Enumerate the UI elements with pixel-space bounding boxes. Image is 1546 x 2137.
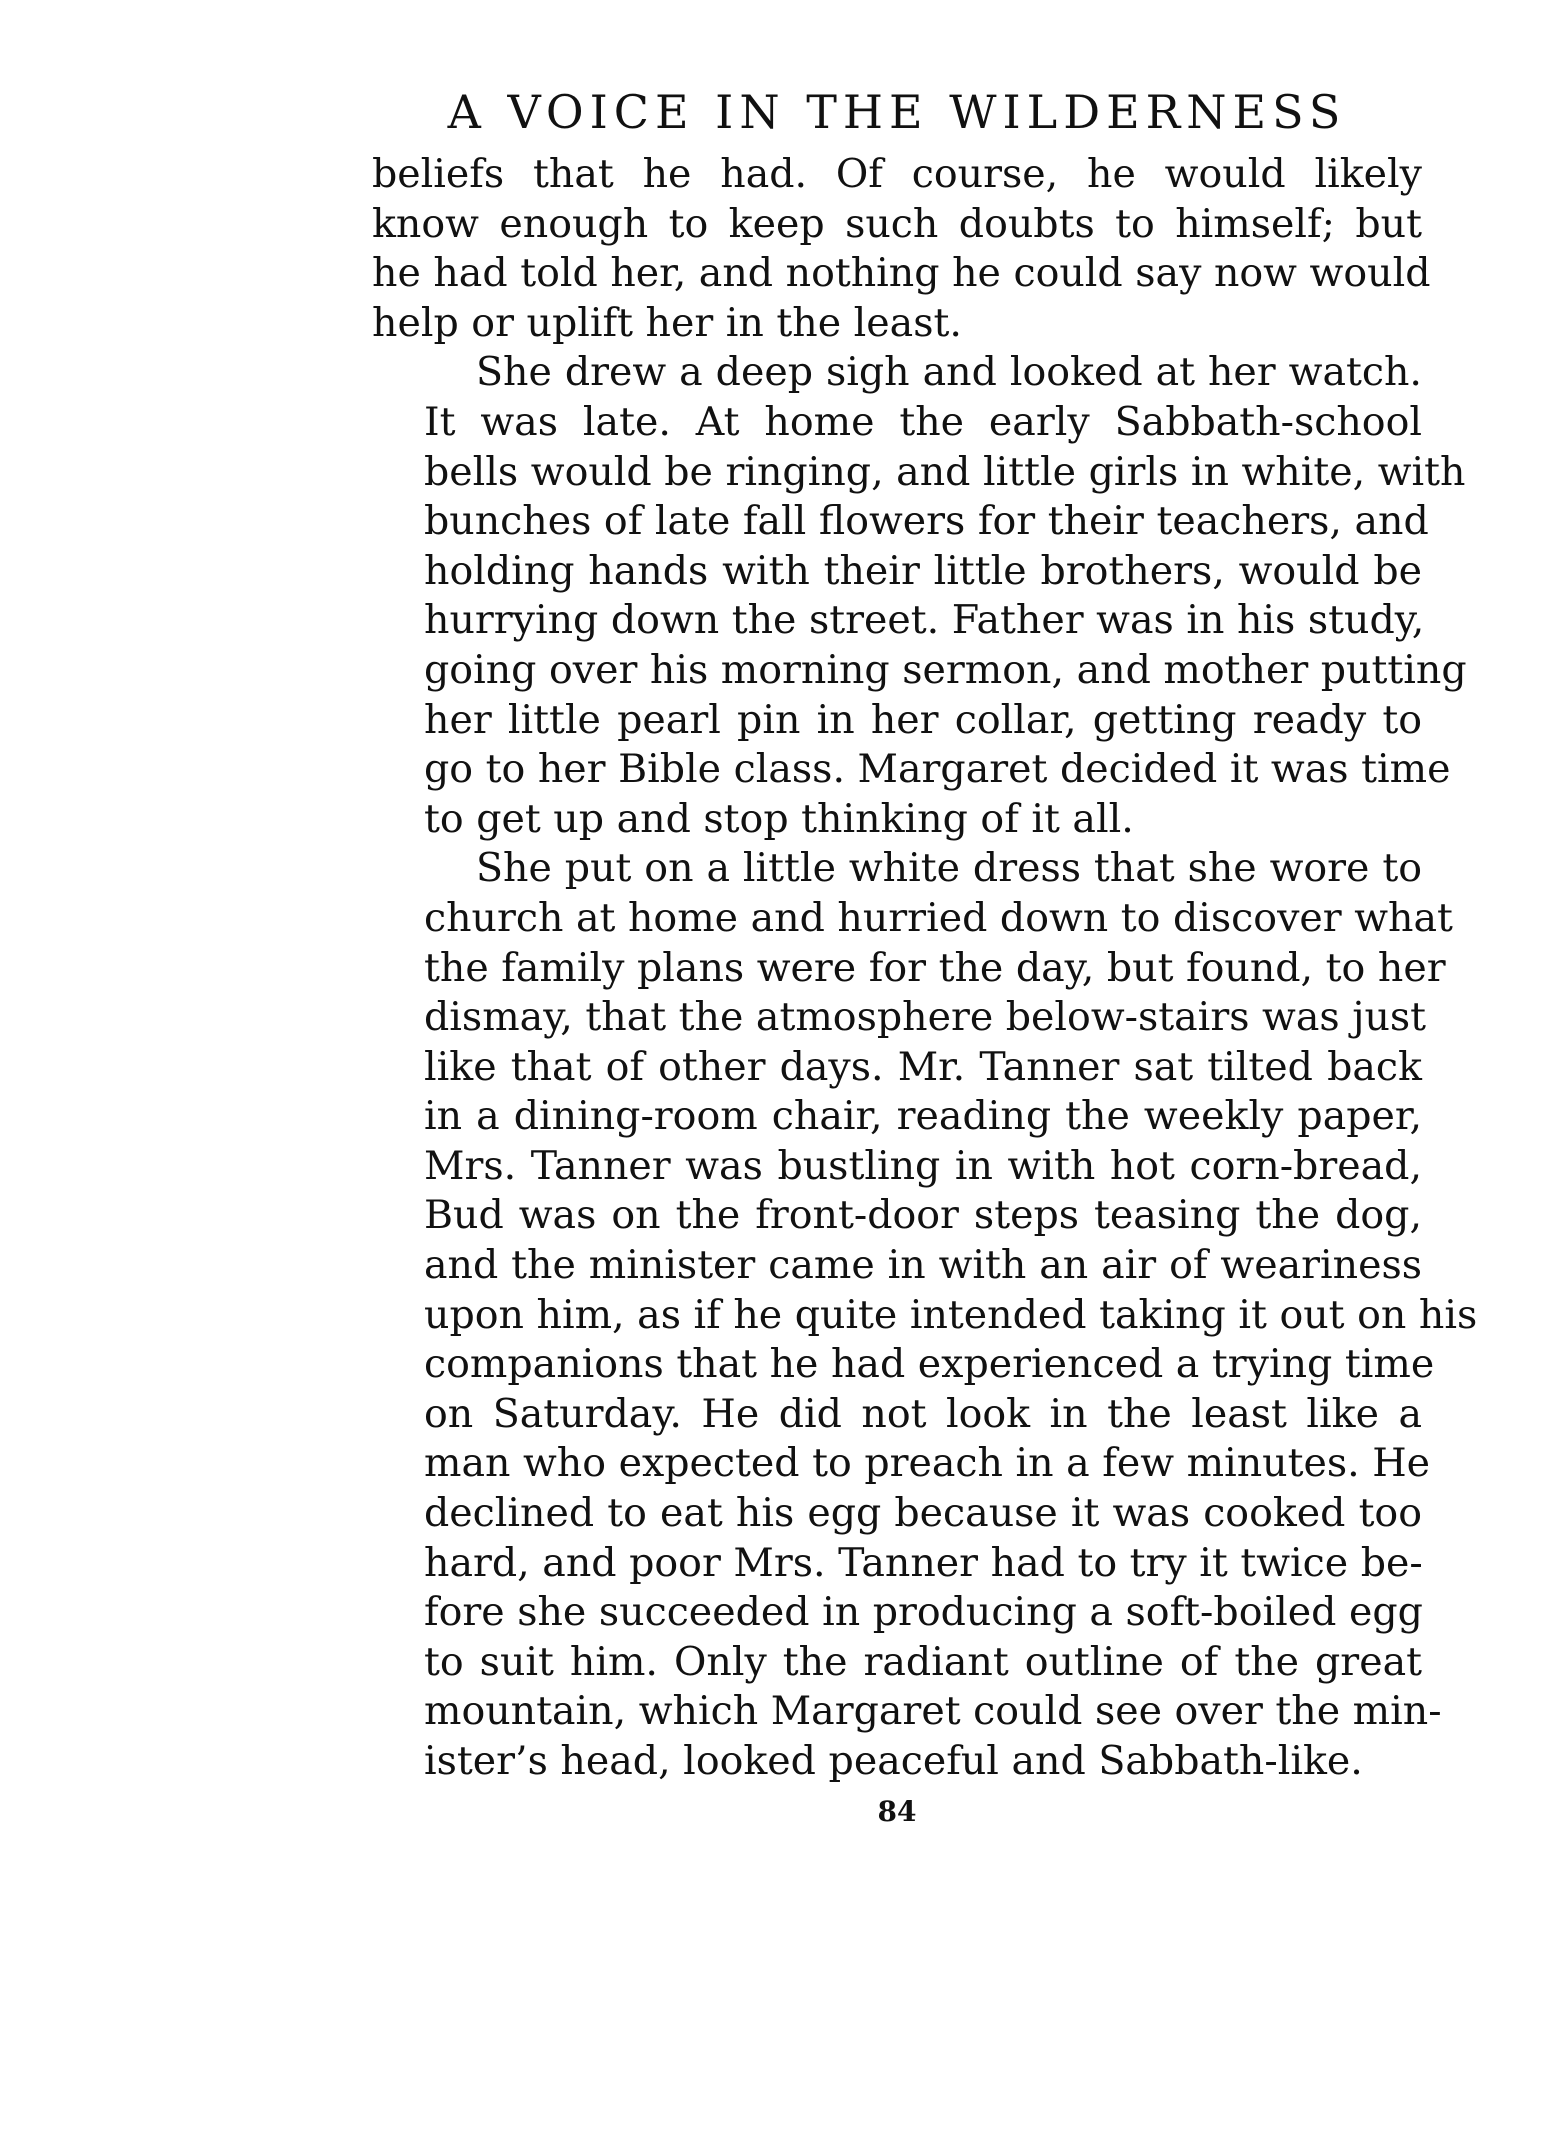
text-line: hurrying down the street. Father was in his study, (424, 597, 1425, 644)
paragraph (372, 150, 1431, 348)
running-head: A VOICE IN THE WILDERNESS (447, 85, 1347, 139)
text-line: help or uplift her in the least. (372, 299, 962, 346)
text-line: holding hands with their little brothers, would be (424, 547, 1422, 594)
paragraph (372, 844, 1478, 1786)
text-line: bunches of late fall flowers for their teachers, and (424, 498, 1429, 545)
text-line: on Saturday. He did not look in the least like a (424, 1390, 1422, 1437)
paragraph (372, 348, 1467, 844)
text-line: to suit him. Only the radiant outline of the great (424, 1638, 1422, 1685)
text-line: like that of other days. Mr. Tanner sat tilted back (424, 1043, 1422, 1090)
text-line: and the minister came in with an air of weariness (424, 1242, 1422, 1289)
text-line: beliefs that he had. Of course, he would likely (372, 151, 1422, 197)
text-line: It was late. At home the early Sabbath-school (424, 398, 1422, 445)
text-line: She put on a little white dress that she wore to (476, 845, 1422, 892)
text-line: fore she succeeded in producing a soft-boiled egg (424, 1589, 1423, 1636)
text-line: man who expected to preach in a few minutes. He (424, 1440, 1431, 1487)
text-line: ister’s head, looked peaceful and Sabbath-like. (424, 1738, 1363, 1784)
text-line: to get up and stop thinking of it all. (424, 795, 1134, 842)
body-text (372, 150, 1478, 1787)
text-line: She drew a deep sigh and looked at her watch. (476, 349, 1422, 396)
text-line: know enough to keep such doubts to himself; but (372, 200, 1422, 247)
text-line: church at home and hurried down to discover what (424, 894, 1453, 941)
text-line: he had told her, and nothing he could say now would (372, 250, 1431, 297)
text-line: Mrs. Tanner was bustling in with hot corn-bread, (424, 1142, 1422, 1189)
text-line: mountain, which Margaret could see over the min- (424, 1688, 1442, 1735)
text-line: going over his morning sermon, and mother putting (424, 646, 1467, 693)
text-line: go to her Bible class. Margaret decided it was time (424, 746, 1451, 793)
text-line: bells would be ringing, and little girls in white, with (424, 448, 1466, 495)
text-line: dismay, that the atmosphere below-stairs was just (424, 994, 1427, 1041)
text-line: in a dining-room chair, reading the weekly paper, (424, 1093, 1422, 1140)
text-line: upon him, as if he quite intended taking it out on his (424, 1291, 1478, 1338)
text-line: her little pearl pin in her collar, getting ready to (424, 696, 1422, 743)
text-line: Bud was on the front-door steps teasing the dog, (424, 1192, 1422, 1239)
text-line: declined to eat his egg because it was cooked too (424, 1490, 1422, 1537)
book-page (372, 82, 1478, 1829)
text-line: companions that he had experienced a trying time (424, 1341, 1435, 1388)
page-number: 84 (877, 1794, 917, 1828)
text-line: hard, and poor Mrs. Tanner had to try it twice be- (424, 1539, 1423, 1586)
text-line: the family plans were for the day, but found, to her (424, 944, 1446, 991)
